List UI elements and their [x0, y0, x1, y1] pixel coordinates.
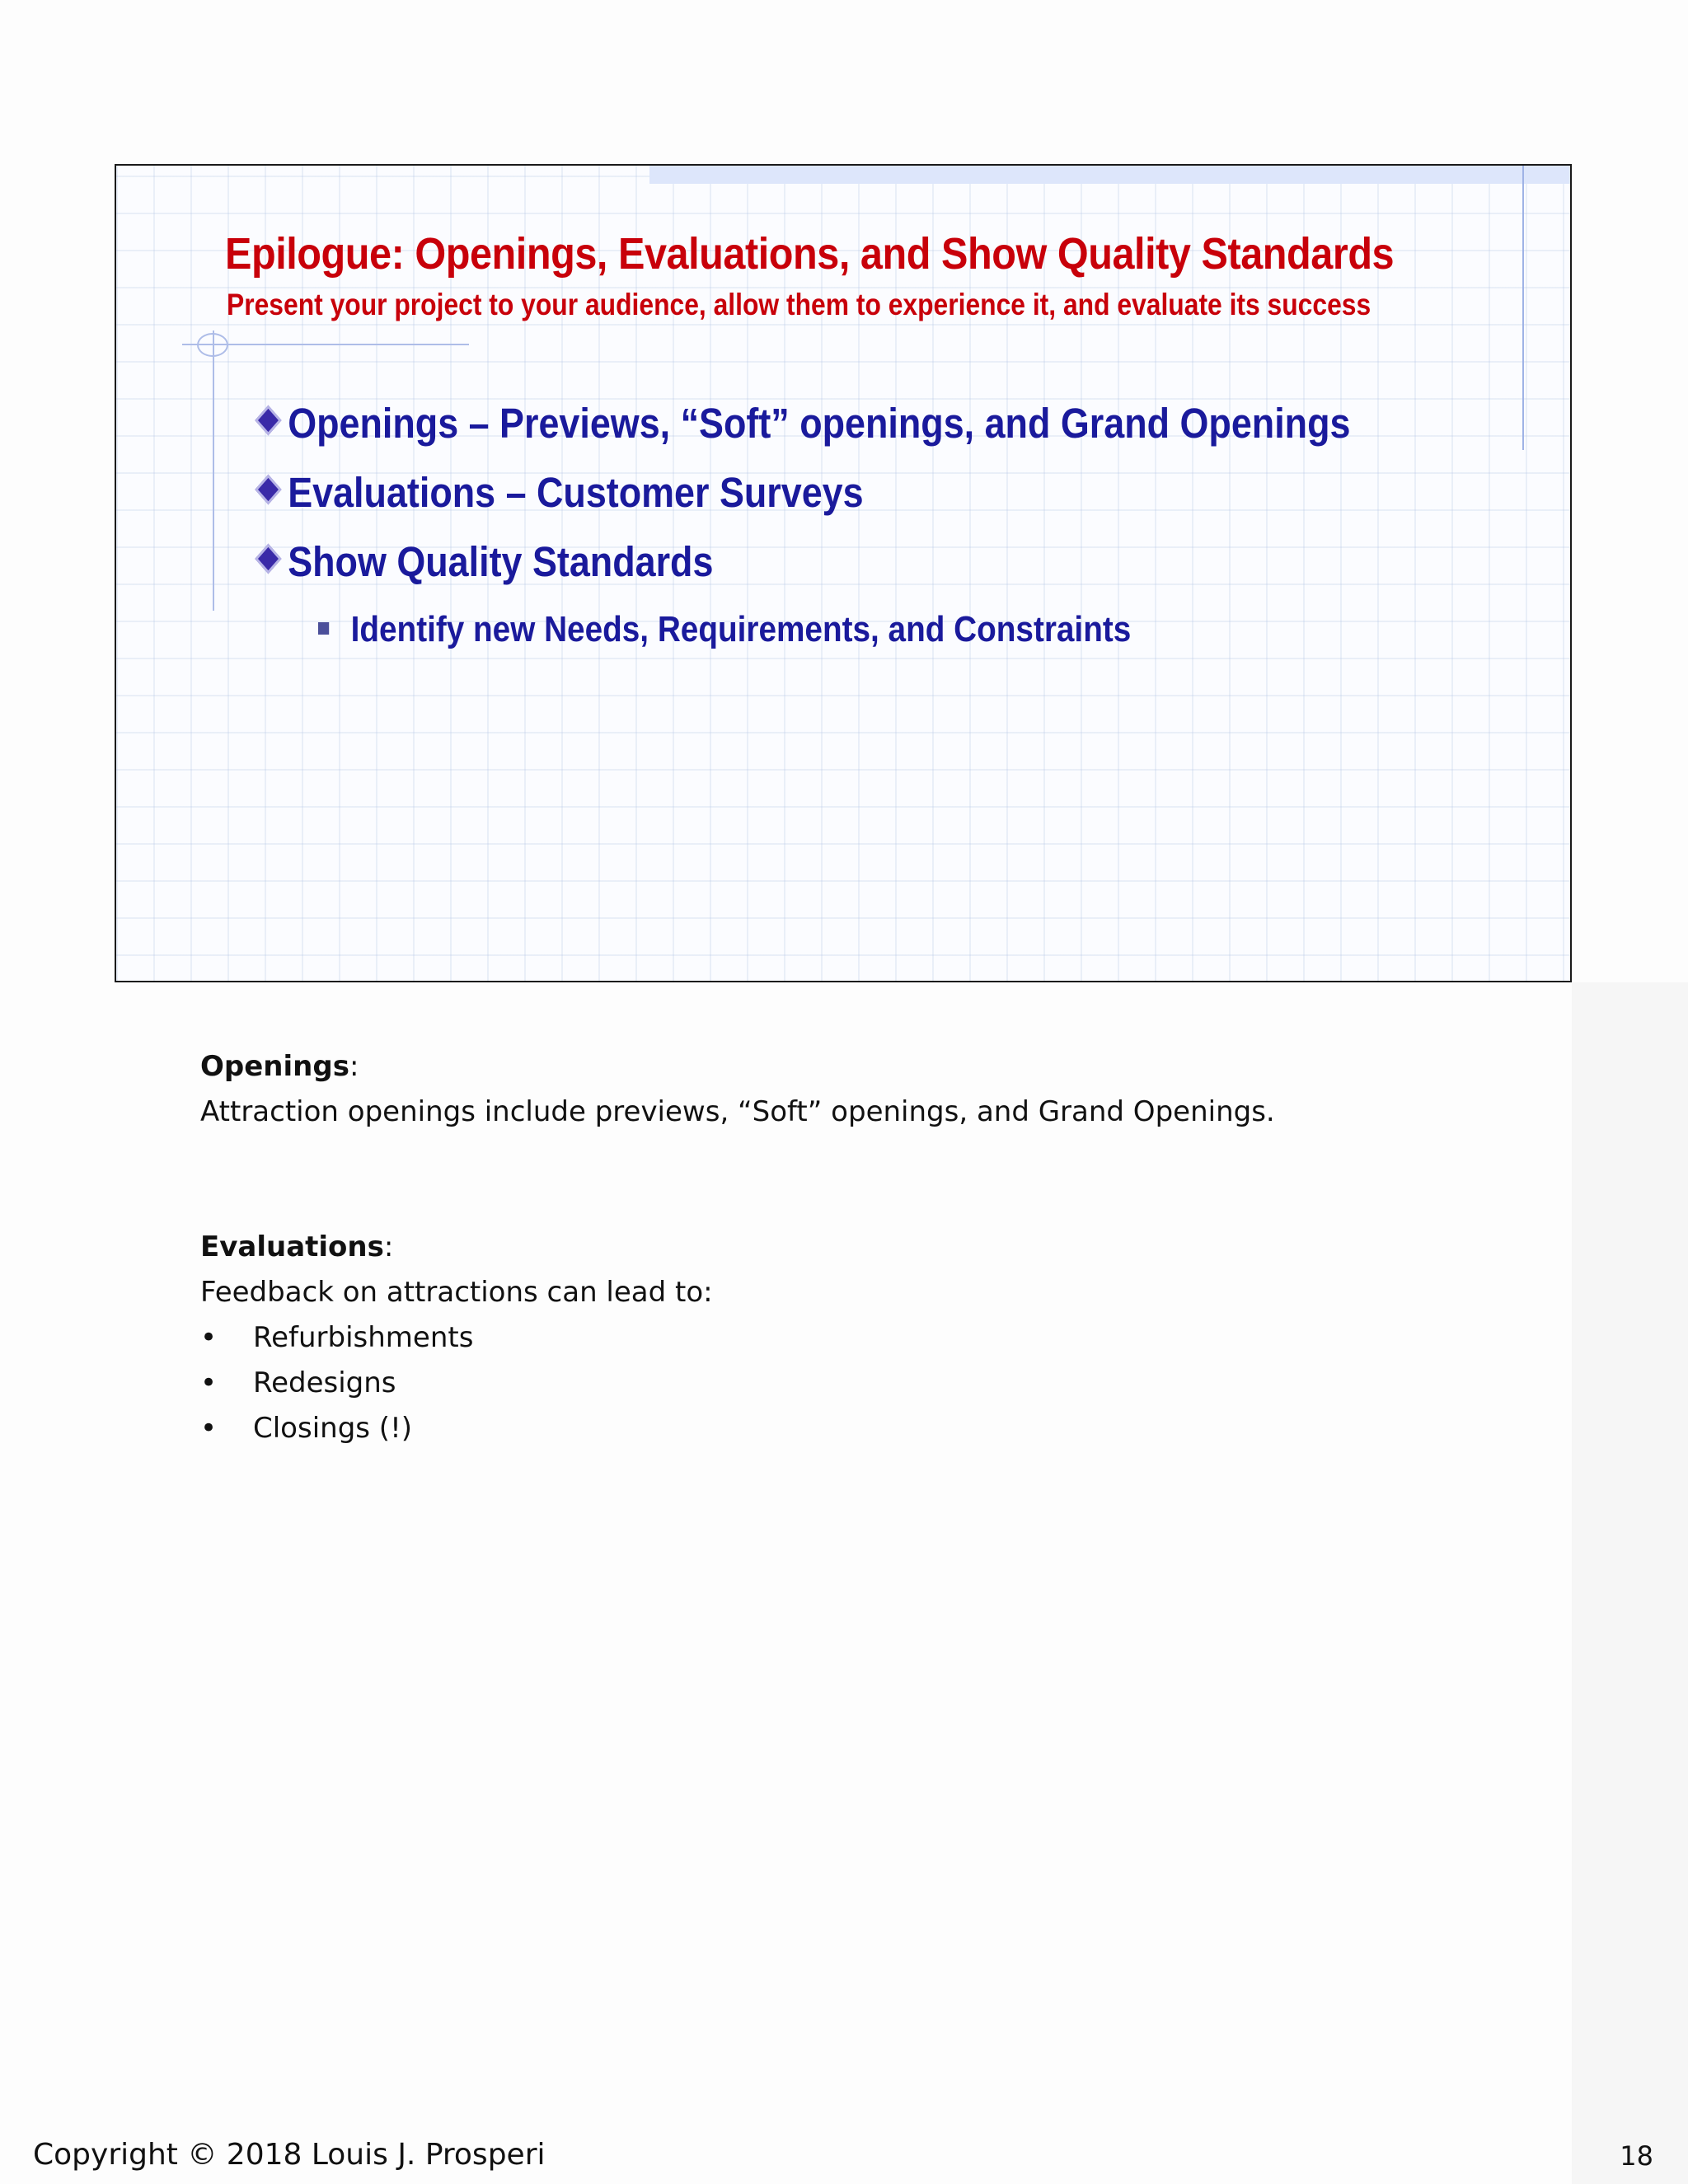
page-number: 18 — [1620, 2140, 1653, 2172]
diamond-bullet-icon — [255, 475, 281, 505]
diamond-bullet-icon — [255, 405, 281, 436]
notes-evaluations-text: Feedback on attractions can lead to: — [200, 1276, 713, 1309]
page-margin-strip — [1572, 982, 1688, 2184]
slide-thumbnail — [115, 164, 1572, 982]
notes-evaluations-heading: Evaluations: — [200, 1230, 394, 1263]
bullet-dot-icon: • — [200, 1412, 218, 1445]
list-item: • Refurbishments — [200, 1321, 474, 1354]
slide-sub-bullet-text: Identify new Needs, Requirements, and Constraints — [350, 609, 1132, 649]
slide-decor-line — [213, 330, 214, 611]
bullet-dot-icon: • — [200, 1321, 218, 1354]
slide-decor-line — [1522, 166, 1524, 450]
slide-sub-bullet — [318, 609, 1131, 650]
slide-bullet-openings — [259, 399, 1350, 448]
square-bullet-icon — [318, 622, 329, 635]
slide-bullet-text: Openings – Previews, “Soft” openings, and Grand Openings — [288, 400, 1351, 447]
slide-top-bar — [649, 166, 1570, 184]
notes-openings-text: Attraction openings include previews, “Soft” openings, and Grand Openings. — [200, 1095, 1275, 1128]
notes-openings-heading: Openings: — [200, 1050, 359, 1083]
slide-bullet-evaluations — [259, 468, 864, 517]
slide-decor-circle — [197, 333, 228, 357]
slide-title: Epilogue: Openings, Evaluations, and Show Quality Standards — [225, 229, 1395, 279]
list-item: • Redesigns — [200, 1366, 396, 1399]
slide-subtitle: Present your project to your audience, allow them to experience it, and evaluate its success — [227, 288, 1372, 321]
bullet-dot-icon: • — [200, 1366, 218, 1399]
slide-bullet-text: Evaluations – Customer Surveys — [288, 469, 864, 516]
slide-bullet-text: Show Quality Standards — [288, 538, 714, 585]
list-item: • Closings (!) — [200, 1412, 412, 1445]
diamond-bullet-icon — [255, 544, 281, 574]
slide-bullet-show-quality — [259, 537, 713, 586]
copyright-footer: Copyright © 2018 Louis J. Prosperi — [33, 2138, 546, 2172]
